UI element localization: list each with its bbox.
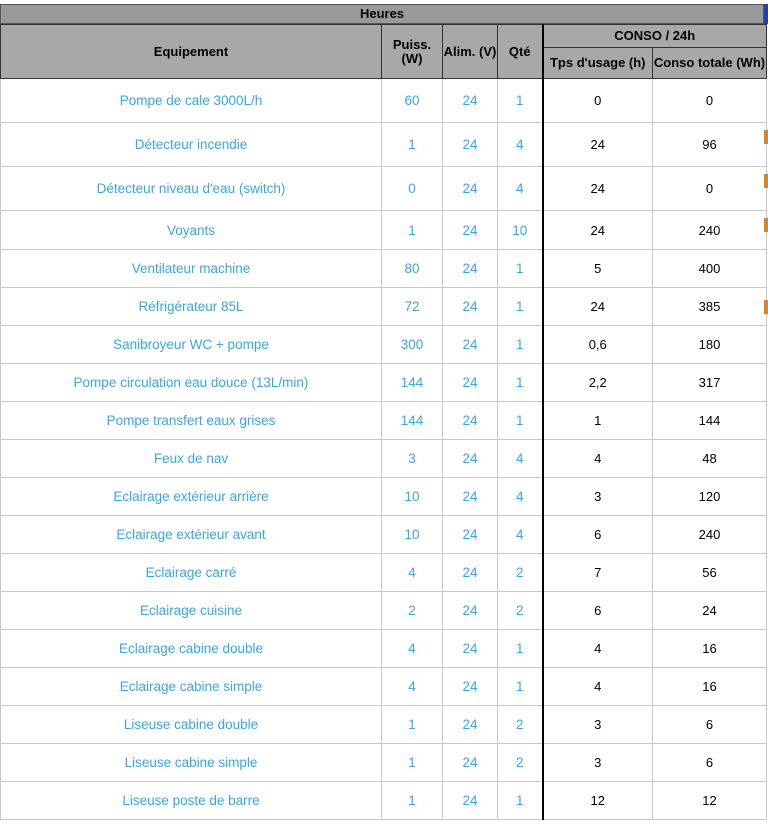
header-qte[interactable]: Qté <box>498 25 543 79</box>
cell-tps-usage[interactable]: 12 <box>543 782 653 820</box>
cell-alim[interactable]: 24 <box>443 79 498 123</box>
cell-equipement[interactable]: Pompe de cale 3000L/h <box>1 79 382 123</box>
cell-puiss[interactable]: 0 <box>382 167 443 211</box>
cell-qte[interactable]: 4 <box>498 440 543 478</box>
header-equipement[interactable]: Equipement <box>1 25 382 79</box>
cell-qte[interactable]: 4 <box>498 167 543 211</box>
cell-qte[interactable]: 1 <box>498 630 543 668</box>
cell-puiss[interactable]: 10 <box>382 478 443 516</box>
table-row <box>1 478 767 516</box>
cell-conso-totale[interactable]: 16 <box>653 668 767 706</box>
header-conso-totale[interactable]: Conso totale (Wh) <box>653 48 767 79</box>
cell-alim[interactable]: 24 <box>443 706 498 744</box>
cell-alim[interactable]: 24 <box>443 744 498 782</box>
cell-equipement[interactable]: Eclairage cabine double <box>1 630 382 668</box>
cell-alim[interactable]: 24 <box>443 288 498 326</box>
cell-equipement[interactable]: Pompe circulation eau douce (13L/min) <box>1 364 382 402</box>
cell-puiss[interactable]: 2 <box>382 592 443 630</box>
cell-tps-usage[interactable]: 24 <box>543 211 653 250</box>
cell-equipement[interactable]: Liseuse cabine double <box>1 706 382 744</box>
table-row <box>1 250 767 288</box>
cell-conso-totale[interactable]: 6 <box>653 706 767 744</box>
cell-tps-usage[interactable]: 24 <box>543 288 653 326</box>
cell-conso-totale[interactable]: 12 <box>653 782 767 820</box>
cell-conso-totale[interactable]: 0 <box>653 167 767 211</box>
cell-conso-totale[interactable]: 0 <box>653 79 767 123</box>
cell-qte[interactable]: 2 <box>498 706 543 744</box>
cell-equipement[interactable]: Sanibroyeur WC + pompe <box>1 326 382 364</box>
table-row <box>1 440 767 478</box>
cell-equipement[interactable]: Pompe transfert eaux grises <box>1 402 382 440</box>
header-tps-usage[interactable]: Tps d'usage (h) <box>543 48 653 79</box>
right-edge-markers <box>764 90 768 830</box>
cell-conso-totale[interactable]: 400 <box>653 250 767 288</box>
edge-marker <box>764 218 768 232</box>
table-row <box>1 592 767 630</box>
cell-tps-usage[interactable]: 4 <box>543 668 653 706</box>
cell-qte[interactable]: 1 <box>498 402 543 440</box>
cell-equipement[interactable]: Voyants <box>1 211 382 250</box>
cell-tps-usage[interactable]: 7 <box>543 554 653 592</box>
cell-tps-usage[interactable]: 0 <box>543 79 653 123</box>
table-row <box>1 123 767 167</box>
table-row <box>1 402 767 440</box>
cell-qte[interactable]: 1 <box>498 668 543 706</box>
cell-puiss[interactable]: 1 <box>382 744 443 782</box>
table-row <box>1 364 767 402</box>
cell-qte[interactable]: 1 <box>498 79 543 123</box>
table-body <box>1 79 767 820</box>
cell-puiss[interactable]: 144 <box>382 364 443 402</box>
table-row <box>1 211 767 250</box>
cell-tps-usage[interactable]: 6 <box>543 516 653 554</box>
cell-tps-usage[interactable]: 3 <box>543 706 653 744</box>
cell-alim[interactable]: 24 <box>443 630 498 668</box>
cell-alim[interactable]: 24 <box>443 123 498 167</box>
cell-qte[interactable]: 1 <box>498 782 543 820</box>
cell-puiss[interactable]: 4 <box>382 554 443 592</box>
consumption-table <box>0 24 767 820</box>
cell-conso-totale[interactable]: 6 <box>653 744 767 782</box>
header-puiss[interactable]: Puiss. (W) <box>382 25 443 79</box>
cell-tps-usage[interactable]: 0,6 <box>543 326 653 364</box>
cell-conso-totale[interactable]: 96 <box>653 123 767 167</box>
cell-conso-totale[interactable]: 240 <box>653 211 767 250</box>
table-row <box>1 554 767 592</box>
cell-tps-usage[interactable]: 24 <box>543 167 653 211</box>
cell-alim[interactable]: 24 <box>443 440 498 478</box>
cell-qte[interactable]: 10 <box>498 211 543 250</box>
cell-alim[interactable]: 24 <box>443 782 498 820</box>
cell-equipement[interactable]: Détecteur incendie <box>1 123 382 167</box>
title-accent-marker <box>764 4 768 24</box>
cell-tps-usage[interactable]: 3 <box>543 744 653 782</box>
header-row-top <box>1 25 767 48</box>
cell-equipement[interactable]: Feux de nav <box>1 440 382 478</box>
cell-alim[interactable]: 24 <box>443 668 498 706</box>
header-alim[interactable]: Alim. (V) <box>443 25 498 79</box>
cell-conso-totale[interactable]: 180 <box>653 326 767 364</box>
header-conso-group[interactable]: CONSO / 24h <box>543 25 767 48</box>
table-row <box>1 288 767 326</box>
cell-tps-usage[interactable]: 3 <box>543 478 653 516</box>
cell-qte[interactable]: 4 <box>498 516 543 554</box>
cell-tps-usage[interactable]: 4 <box>543 630 653 668</box>
edge-marker <box>764 130 768 144</box>
cell-puiss[interactable]: 144 <box>382 402 443 440</box>
cell-equipement[interactable]: Eclairage carré <box>1 554 382 592</box>
cell-alim[interactable]: 24 <box>443 402 498 440</box>
table-row <box>1 668 767 706</box>
table-row <box>1 744 767 782</box>
cell-qte[interactable]: 1 <box>498 250 543 288</box>
cell-equipement[interactable]: Liseuse poste de barre <box>1 782 382 820</box>
cell-alim[interactable]: 24 <box>443 478 498 516</box>
table-row <box>1 167 767 211</box>
cell-alim[interactable]: 24 <box>443 167 498 211</box>
cell-tps-usage[interactable]: 5 <box>543 250 653 288</box>
cell-alim[interactable]: 24 <box>443 364 498 402</box>
cell-puiss[interactable]: 72 <box>382 288 443 326</box>
cell-alim[interactable]: 24 <box>443 516 498 554</box>
cell-conso-totale[interactable]: 120 <box>653 478 767 516</box>
cell-equipement[interactable]: Eclairage extérieur avant <box>1 516 382 554</box>
table-row <box>1 630 767 668</box>
cell-puiss[interactable]: 60 <box>382 79 443 123</box>
cell-equipement[interactable]: Ventilateur machine <box>1 250 382 288</box>
table-row <box>1 79 767 123</box>
sheet-title[interactable]: Heures <box>0 4 764 24</box>
cell-qte[interactable]: 1 <box>498 288 543 326</box>
table-row <box>1 326 767 364</box>
cell-puiss[interactable]: 4 <box>382 668 443 706</box>
cell-puiss[interactable]: 1 <box>382 123 443 167</box>
cell-equipement[interactable]: Détecteur niveau d'eau (switch) <box>1 167 382 211</box>
cell-qte[interactable]: 2 <box>498 554 543 592</box>
cell-conso-totale[interactable]: 16 <box>653 630 767 668</box>
cell-qte[interactable]: 4 <box>498 123 543 167</box>
cell-puiss[interactable]: 10 <box>382 516 443 554</box>
cell-puiss[interactable]: 1 <box>382 782 443 820</box>
cell-alim[interactable]: 24 <box>443 250 498 288</box>
table-row <box>1 706 767 744</box>
cell-qte[interactable]: 4 <box>498 478 543 516</box>
cell-equipement[interactable]: Eclairage cabine simple <box>1 668 382 706</box>
cell-equipement[interactable]: Eclairage extérieur arrière <box>1 478 382 516</box>
cell-equipement[interactable]: Liseuse cabine simple <box>1 744 382 782</box>
cell-tps-usage[interactable]: 1 <box>543 402 653 440</box>
cell-conso-totale[interactable]: 144 <box>653 402 767 440</box>
cell-conso-totale[interactable]: 56 <box>653 554 767 592</box>
cell-conso-totale[interactable]: 48 <box>653 440 767 478</box>
cell-puiss[interactable]: 1 <box>382 706 443 744</box>
table-row <box>1 516 767 554</box>
edge-marker <box>764 174 768 188</box>
cell-conso-totale[interactable]: 240 <box>653 516 767 554</box>
cell-alim[interactable]: 24 <box>443 554 498 592</box>
cell-qte[interactable]: 1 <box>498 364 543 402</box>
cell-conso-totale[interactable]: 24 <box>653 592 767 630</box>
cell-qte[interactable]: 1 <box>498 326 543 364</box>
table-row <box>1 782 767 820</box>
cell-alim[interactable]: 24 <box>443 592 498 630</box>
edge-marker <box>764 300 768 314</box>
cell-tps-usage[interactable]: 4 <box>543 440 653 478</box>
cell-equipement[interactable]: Réfrigérateur 85L <box>1 288 382 326</box>
cell-puiss[interactable]: 1 <box>382 211 443 250</box>
cell-conso-totale[interactable]: 317 <box>653 364 767 402</box>
cell-equipement[interactable]: Eclairage cuisine <box>1 592 382 630</box>
cell-puiss[interactable]: 300 <box>382 326 443 364</box>
cell-tps-usage[interactable]: 24 <box>543 123 653 167</box>
cell-alim[interactable]: 24 <box>443 326 498 364</box>
cell-puiss[interactable]: 4 <box>382 630 443 668</box>
cell-tps-usage[interactable]: 2,2 <box>543 364 653 402</box>
cell-qte[interactable]: 2 <box>498 744 543 782</box>
cell-puiss[interactable]: 80 <box>382 250 443 288</box>
cell-conso-totale[interactable]: 385 <box>653 288 767 326</box>
cell-puiss[interactable]: 3 <box>382 440 443 478</box>
cell-tps-usage[interactable]: 6 <box>543 592 653 630</box>
cell-qte[interactable]: 2 <box>498 592 543 630</box>
cell-alim[interactable]: 24 <box>443 211 498 250</box>
